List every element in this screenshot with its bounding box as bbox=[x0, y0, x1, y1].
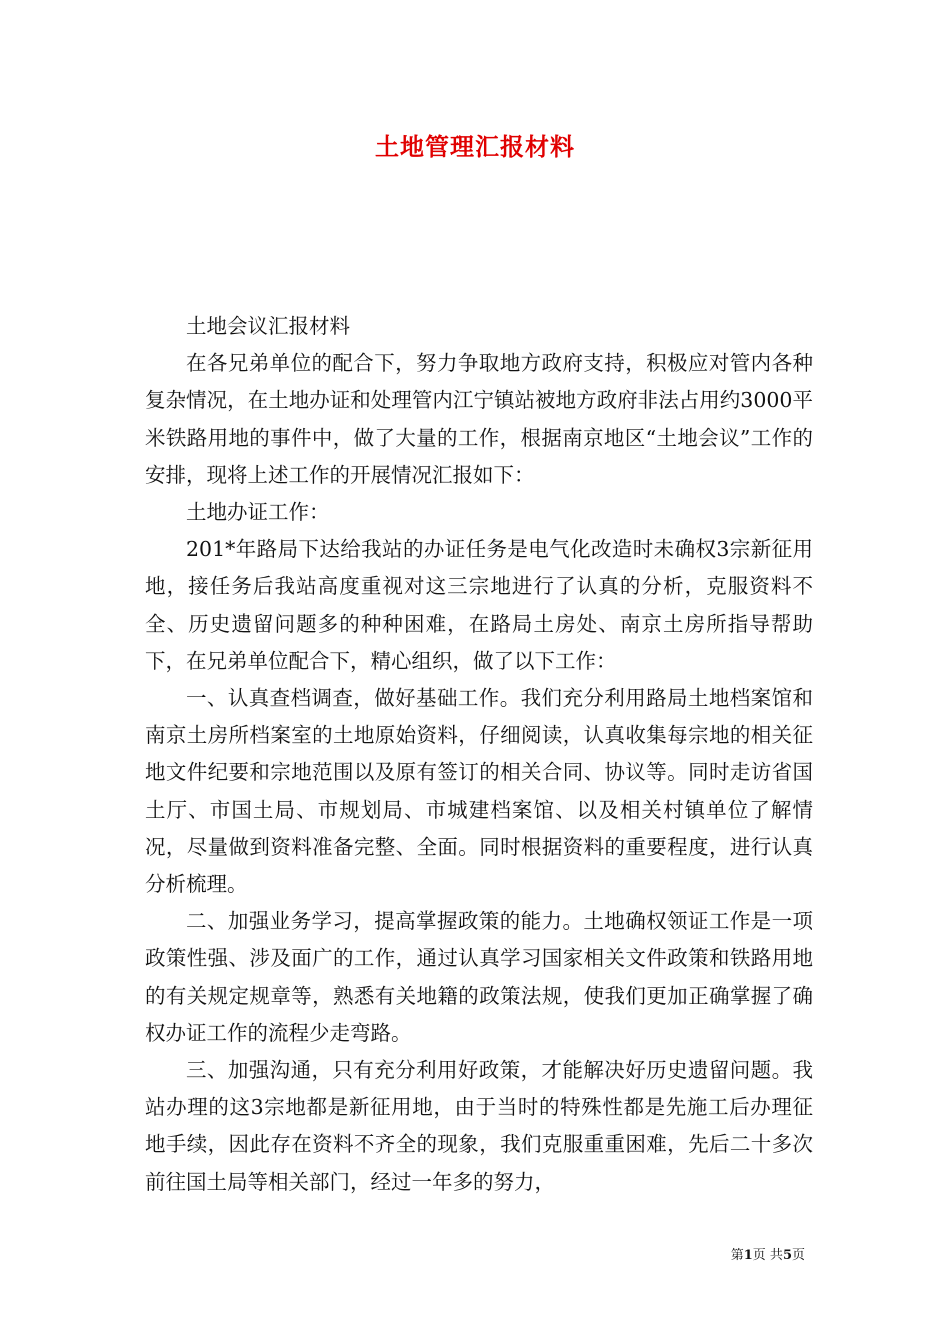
paragraph: 土地办证工作： bbox=[186, 500, 330, 525]
page-suffix: 页 bbox=[791, 1248, 805, 1263]
paragraph: 三、加强沟通，只有充分利用好政策，才能解决好历史遗留问题。我站办理的这3宗地都是新征用地，由于当时的特殊性都是先施工后办理征地手续，因此存在资料不齐全的现象，我们克服重重困难，先后二十多次前往国土局等相关部门，经过一年多的努力， bbox=[145, 1058, 813, 1194]
paragraph: 201*年路局下达给我站的办证任务是电气化改造时未确权3宗新征用地，接任务后我站高度重视对这三宗地进行了认真的分析，克服资料不全、历史遗留问题多的种种困难，在路局土房处、南京土房所指导帮助下，在兄弟单位配合下，精心组织，做了以下工作： bbox=[145, 537, 813, 673]
current-page: 1 bbox=[743, 1248, 753, 1263]
paragraph: 一、认真查档调查，做好基础工作。我们充分利用路局土地档案馆和南京土房所档案室的土地原始资料，仔细阅读，认真收集每宗地的相关征地文件纪要和宗地范围以及原有签订的相关合同、协议等。同时走访省国土厅、市国土局、市规划局、市城建档案馆、以及相关村镇单位了解情况，尽量做到资料准备完整、全面。同时根据资料的重要程度，进行认真分析梳理。 bbox=[145, 686, 813, 897]
paragraph: 在各兄弟单位的配合下，努力争取地方政府支持，积极应对管内各种复杂情况，在土地办证和处理管内江宁镇站被地方政府非法占用约3000平米铁路用地的事件中，做了大量的工作，根据南京地区“土地会议”工作的安排，现将上述工作的开展情况汇报如下： bbox=[145, 351, 813, 487]
paragraph: 二、加强业务学习，提高掌握政策的能力。土地确权领证工作是一项政策性强、涉及面广的工作，通过认真学习国家相关文件政策和铁路用地的有关规定规章等，熟悉有关地籍的政策法规，使我们更加正确掌握了确权办证工作的流程少走弯路。 bbox=[145, 909, 813, 1045]
document-body bbox=[145, 308, 813, 1201]
page-middle: 页 共 bbox=[752, 1248, 783, 1263]
paragraph: 土地会议汇报材料 bbox=[186, 314, 350, 338]
page-prefix: 第 bbox=[730, 1248, 744, 1263]
page-number bbox=[731, 1247, 805, 1265]
document-title: 土地管理汇报材料 bbox=[375, 132, 575, 161]
total-pages: 5 bbox=[782, 1248, 792, 1263]
